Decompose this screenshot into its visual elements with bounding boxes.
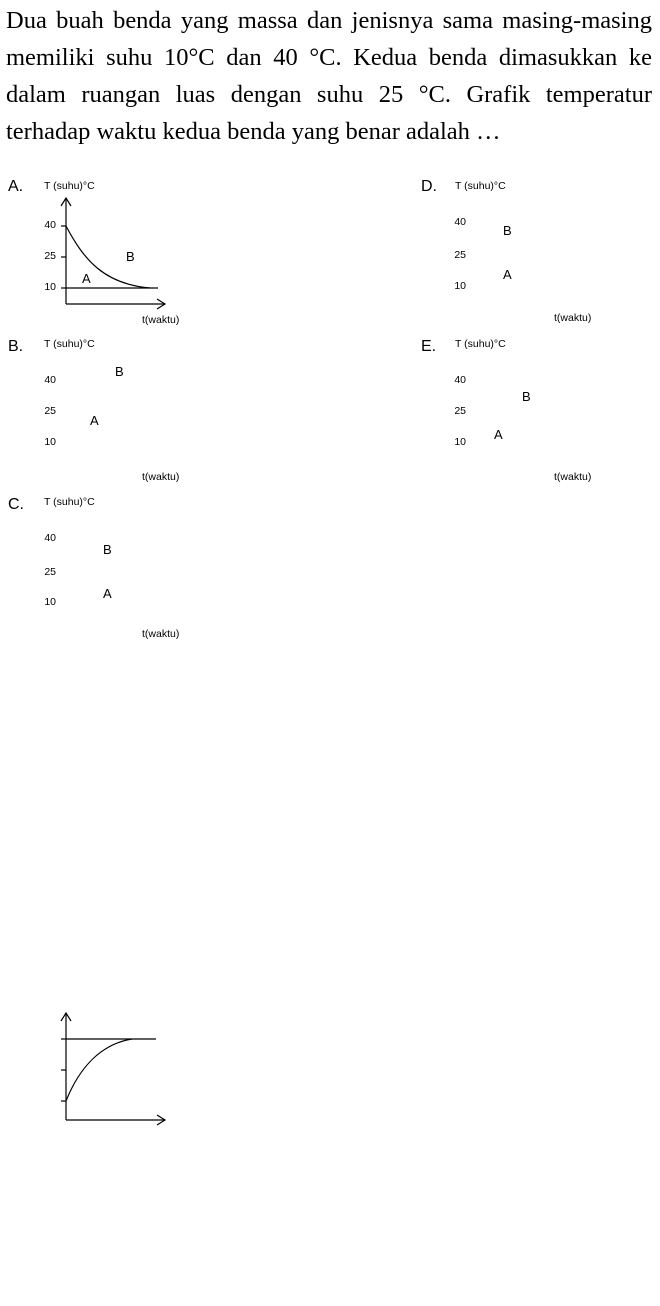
option-e-curve-b-label: B [522, 389, 531, 404]
option-b-letter: B. [8, 338, 24, 355]
option-a-curve-b [66, 226, 150, 288]
option-d-curve-a-label: A [503, 267, 512, 282]
option-e-tick-25: 25 [454, 405, 466, 417]
option-a-tick-10: 10 [44, 281, 56, 293]
option-c-curve-a-label: A [103, 586, 112, 601]
option-c-x-axis-title: t(waktu) [142, 628, 180, 640]
option-d-tick-25: 25 [454, 249, 466, 261]
option-a-tick-25: 25 [44, 250, 56, 262]
option-c-tick-10: 10 [44, 596, 56, 608]
option-c-tick-25: 25 [44, 566, 56, 578]
option-a-tick-40: 40 [44, 219, 56, 231]
option-b[interactable] [0, 338, 660, 1306]
option-b-curve-a-label: A [90, 413, 99, 428]
option-d-tick-10: 10 [454, 280, 466, 292]
option-a-y-axis-title: T (suhu)°C [44, 180, 95, 192]
option-e-y-axis-title: T (suhu)°C [455, 338, 506, 350]
option-e-tick-40: 40 [454, 374, 466, 386]
option-e-tick-10: 10 [454, 436, 466, 448]
option-a-letter: A. [8, 178, 24, 195]
option-d-tick-40: 40 [454, 216, 466, 228]
option-d-y-axis-title: T (suhu)°C [455, 180, 506, 192]
option-e-curve-a-label: A [494, 427, 503, 442]
option-d-curve-b-label: B [503, 223, 512, 238]
option-d-letter: D. [421, 178, 437, 195]
option-a-x-axis-title: t(waktu) [142, 314, 180, 326]
option-a-curve-b-label: B [126, 249, 135, 264]
option-b-graph [0, 658, 660, 1306]
option-b-y-axis-title: T (suhu)°C [44, 338, 95, 350]
option-b-tick-10: 10 [44, 436, 56, 448]
option-c-y-axis-title: T (suhu)°C [44, 496, 95, 508]
option-c-letter: C. [8, 496, 24, 513]
option-d-x-axis-title: t(waktu) [554, 312, 592, 324]
option-c-tick-40: 40 [44, 532, 56, 544]
option-a-curve-a-label: A [82, 271, 91, 286]
option-c-curve-b-label: B [103, 542, 112, 557]
option-b-curve-b-label: B [115, 364, 124, 379]
option-e-x-axis-title: t(waktu) [554, 471, 592, 483]
option-b-curve-a [66, 1039, 132, 1101]
option-b-tick-40: 40 [44, 374, 56, 386]
question-text: Dua buah benda yang massa dan jenisnya sama masing-masing memiliki suhu 10°C dan 40 °C. Kedua benda dimasukkan ke dalam ruangan luas dengan suhu 25 °C. Grafik temperatur terhadap waktu kedua benda yang benar adalah … [6, 7, 652, 145]
option-b-x-axis-title: t(waktu) [142, 471, 180, 483]
option-b-tick-25: 25 [44, 405, 56, 417]
option-e-letter: E. [421, 338, 437, 355]
